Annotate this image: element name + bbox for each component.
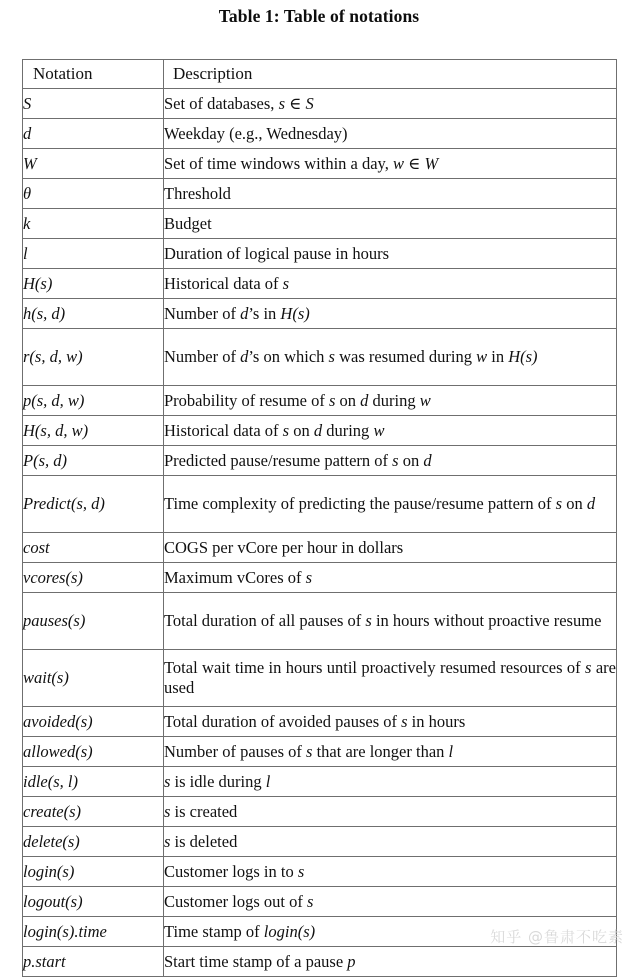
notation-cell: create(s)	[23, 797, 164, 827]
notations-table-container	[22, 59, 616, 977]
table-row	[23, 650, 617, 707]
notation-cell: delete(s)	[23, 827, 164, 857]
description-cell: Total duration of avoided pauses of s in hours	[164, 707, 617, 737]
notations-table	[22, 59, 617, 977]
table-row	[23, 887, 617, 917]
description-cell: Weekday (e.g., Wednesday)	[164, 119, 617, 149]
description-cell: Total wait time in hours until proactively resumed resources of s are used	[164, 650, 617, 707]
description-cell: Duration of logical pause in hours	[164, 239, 617, 269]
table-row	[23, 209, 617, 239]
table-row	[23, 857, 617, 887]
notation-cell: login(s)	[23, 857, 164, 887]
description-cell: COGS per vCore per hour in dollars	[164, 533, 617, 563]
description-cell: Budget	[164, 209, 617, 239]
notation-cell: h(s, d)	[23, 299, 164, 329]
table-row	[23, 416, 617, 446]
notation-cell: p.start	[23, 947, 164, 977]
description-cell: Maximum vCores of s	[164, 563, 617, 593]
description-cell: Total duration of all pauses of s in hours without proactive resume	[164, 593, 617, 650]
notation-cell: vcores(s)	[23, 563, 164, 593]
description-cell: s is idle during l	[164, 767, 617, 797]
table-row	[23, 737, 617, 767]
notation-cell: logout(s)	[23, 887, 164, 917]
description-cell: s is deleted	[164, 827, 617, 857]
description-cell: s is created	[164, 797, 617, 827]
notation-cell: cost	[23, 533, 164, 563]
table-row	[23, 299, 617, 329]
notation-cell: r(s, d, w)	[23, 329, 164, 386]
table-row	[23, 707, 617, 737]
description-cell: Number of d’s in H(s)	[164, 299, 617, 329]
notation-cell: login(s).time	[23, 917, 164, 947]
table-row	[23, 386, 617, 416]
notation-cell: p(s, d, w)	[23, 386, 164, 416]
column-header-notation: Notation	[23, 60, 164, 89]
table-row	[23, 89, 617, 119]
table-row	[23, 179, 617, 209]
table-row	[23, 329, 617, 386]
table-row	[23, 149, 617, 179]
description-cell: Set of databases, s ∈ S	[164, 89, 617, 119]
table-row	[23, 119, 617, 149]
description-cell: Threshold	[164, 179, 617, 209]
table-row	[23, 947, 617, 977]
notation-cell: H(s, d, w)	[23, 416, 164, 446]
table-row	[23, 533, 617, 563]
notation-cell: S	[23, 89, 164, 119]
notation-cell: d	[23, 119, 164, 149]
description-cell: Number of d’s on which s was resumed during w in H(s)	[164, 329, 617, 386]
notation-cell: H(s)	[23, 269, 164, 299]
notation-cell: W	[23, 149, 164, 179]
description-cell: Set of time windows within a day, w ∈ W	[164, 149, 617, 179]
notation-cell: Predict(s, d)	[23, 476, 164, 533]
table-row	[23, 797, 617, 827]
table-row	[23, 476, 617, 533]
table-row	[23, 827, 617, 857]
table-header-row	[23, 60, 617, 89]
description-cell: Customer logs out of s	[164, 887, 617, 917]
description-cell: Predicted pause/resume pattern of s on d	[164, 446, 617, 476]
description-cell: Time complexity of predicting the pause/resume pattern of s on d	[164, 476, 617, 533]
description-cell: Start time stamp of a pause p	[164, 947, 617, 977]
description-cell: Historical data of s on d during w	[164, 416, 617, 446]
table-row	[23, 269, 617, 299]
notation-cell: k	[23, 209, 164, 239]
table-body	[23, 89, 617, 977]
description-cell: Customer logs in to s	[164, 857, 617, 887]
notation-cell: allowed(s)	[23, 737, 164, 767]
column-header-description: Description	[164, 60, 617, 89]
zhihu-watermark: 知乎 @鲁肃不吃素	[490, 928, 624, 946]
description-cell: Probability of resume of s on d during w	[164, 386, 617, 416]
description-cell: Historical data of s	[164, 269, 617, 299]
table-row	[23, 563, 617, 593]
notation-cell: wait(s)	[23, 650, 164, 707]
table-row	[23, 767, 617, 797]
notation-cell: θ	[23, 179, 164, 209]
table-row	[23, 239, 617, 269]
notation-cell: pauses(s)	[23, 593, 164, 650]
description-cell: Number of pauses of s that are longer than l	[164, 737, 617, 767]
notation-cell: P(s, d)	[23, 446, 164, 476]
notation-cell: l	[23, 239, 164, 269]
description-cell: Time stamp of login(s)	[164, 917, 617, 947]
notation-cell: avoided(s)	[23, 707, 164, 737]
notation-cell: idle(s, l)	[23, 767, 164, 797]
table-row	[23, 446, 617, 476]
table-row	[23, 593, 617, 650]
table-caption: Table 1: Table of notations	[218, 6, 420, 26]
